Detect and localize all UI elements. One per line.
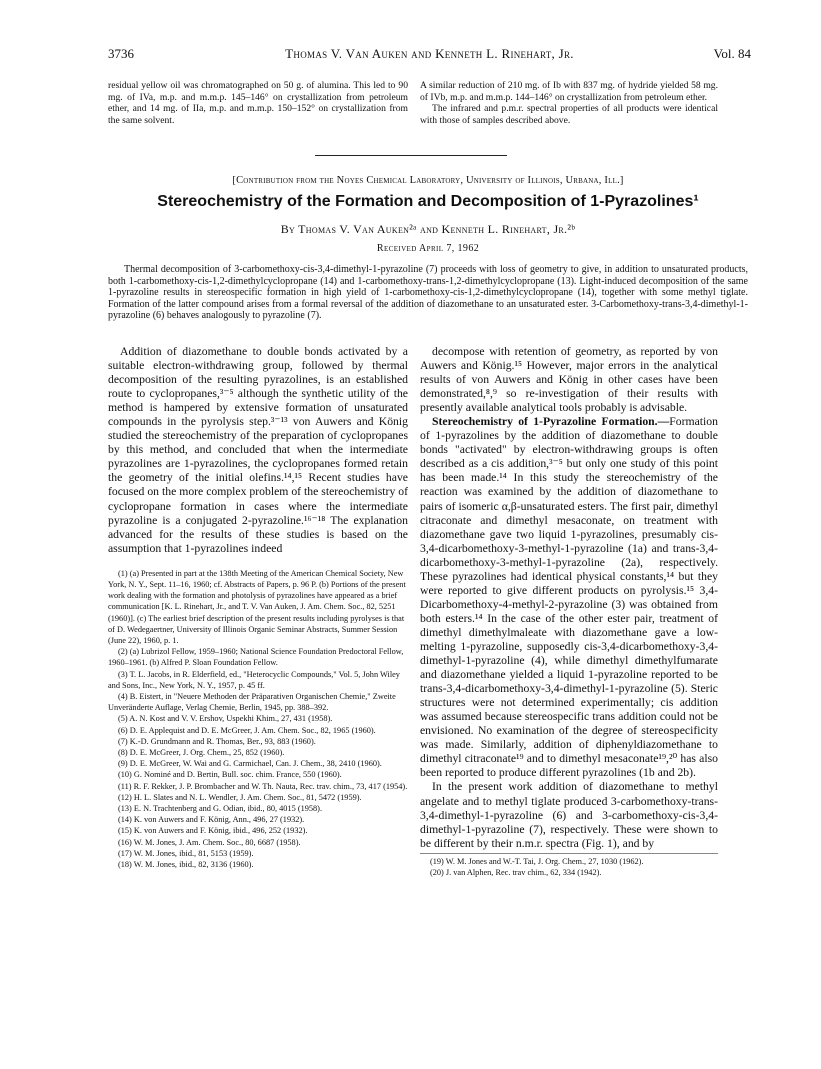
footnotes-left bbox=[108, 568, 408, 870]
footnote: (10) G. Nominé and D. Bertin, Bull. soc. chim. France, 550 (1960). bbox=[118, 770, 342, 780]
article-title: Stereochemistry of the Formation and Decomposition of 1-Pyrazolines¹ bbox=[157, 193, 699, 210]
footnote: (14) K. von Auwers and F. König, Ann., 496, 27 (1932). bbox=[118, 815, 305, 825]
footnote: (19) W. M. Jones and W.-T. Tai, J. Org. Chem., 27, 1030 (1962). bbox=[430, 856, 644, 866]
contribution-line: [Contribution from the Noyes Chemical Laboratory, University of Illinois, Urbana, Ill.] bbox=[232, 175, 624, 186]
footnote: (1) (a) Presented in part at the 138th Meeting of the American Chemical Society, New York, N. Y., Sept. 11–16, 1960; cf. Abstracts of Papers, p. 96 P. (b) Portions of the present work dealing with the formation and photolysis of pyrazolines have appeared as a brief communication [K. L. Rinehart, Jr., and T. V. Van Auken, J. Am. Chem. Soc., 82, 5251 (1960)]. (c) The earliest brief description of the present results including pyrolyses is that of D. Wedegaertner, University of Illinois Organic Seminar Abstracts, Summer Session (June 22), 1960, p. 1. bbox=[108, 568, 406, 645]
previous-article-left-text: residual yellow oil was chromatographed on 50 g. of alumina. This led to 90 mg. of IVa, m.p. and m.m.p. 145–146° on crystallization from petroleum ether, and 14 mg. of IIa, m.p. and m.m.p. 150–152° on crystallization from the same solvent. bbox=[108, 80, 408, 126]
footnote: (5) A. N. Kost and V. V. Ershov, Uspekhi Khim., 27, 431 (1958). bbox=[118, 714, 333, 724]
footnote: (4) B. Eistert, in "Neuere Methoden der Präparativen Organischen Chemie," Zweite Unveränderte Auflage, Verlag Chemie, Berlin, 1945, pp. 388–392. bbox=[108, 691, 396, 713]
previous-article-right-paragraph: The infrared and p.m.r. spectral properties of all products were identical with those of samples described above. bbox=[420, 103, 718, 126]
footnote: (6) D. E. Applequist and D. E. McGreer, J. Am. Chem. Soc., 82, 1965 (1960). bbox=[118, 725, 376, 735]
body-paragraph bbox=[420, 415, 718, 780]
running-authors: Thomas V. Van Auken and Kenneth L. Rinehart, Jr. bbox=[285, 46, 574, 61]
previous-article-right-paragraph: A similar reduction of 210 mg. of Ib with 837 mg. of hydride yielded 58 mg. of IVb, m.p. and m.m.p. 144–146° on crystallization from petroleum ether. bbox=[420, 80, 718, 103]
previous-article-left-column bbox=[108, 80, 408, 126]
page-number: 3736 bbox=[108, 46, 134, 61]
footnote: (3) T. L. Jacobs, in R. Elderfield, ed., "Heterocyclic Compounds," Vol. 5, John Wiley and Sons, Inc., New York, N. Y., 1957, p. 45 ff. bbox=[108, 669, 400, 690]
footnote: (7) K.-D. Grundmann and R. Thomas, Ber., 93, 883 (1960). bbox=[118, 736, 316, 746]
left-column bbox=[108, 345, 408, 870]
footnote: (12) H. L. Slates and N. L. Wendler, J. Am. Chem. Soc., 81, 5472 (1959). bbox=[118, 792, 362, 802]
footnote: (8) D. E. McGreer, J. Org. Chem., 25, 852 (1960). bbox=[118, 747, 285, 757]
running-header bbox=[108, 46, 751, 66]
footnote: (11) R. F. Rekker, J. P. Brombacher and W. Th. Nauta, Rec. trav. chim., 73, 417 (1954). bbox=[118, 781, 408, 791]
footnote: (17) W. M. Jones, ibid., 81, 5153 (1959). bbox=[118, 848, 254, 858]
footnote: (13) E. N. Trachtenberg and G. Odian, ibid., 80, 4015 (1958). bbox=[118, 803, 323, 813]
body-paragraph: In the present work addition of diazomethane to methyl angelate and to methyl tiglate produced 3-carbomethoxy-trans-3,4-dimethyl-1-pyrazoline (6) and 3-carbomethoxy-cis-3,4-dimethyl-1-pyrazoline (7), respectively. These were shown to be different by their n.m.r. spectra (Fig. 1), and by bbox=[420, 780, 718, 850]
previous-article-right-column bbox=[420, 80, 718, 126]
footnote: (18) W. M. Jones, ibid., 82, 3136 (1960). bbox=[118, 859, 254, 869]
footnote: (20) J. van Alphen, Rec. trav chim., 62, 334 (1942). bbox=[430, 867, 602, 877]
article-separator-rule bbox=[315, 155, 507, 156]
abstract: Thermal decomposition of 3-carbomethoxy-cis-3,4-dimethyl-1-pyrazoline (7) proceeds with loss of geometry to give, in addition to unsaturated products, both 1-carbomethoxy-cis-1,2-dimethylcyclopropane (14) and 1-carbomethoxy-trans-1,2-dimethylcyclopropane (13). Light-induced decomposition of the same 1-pyrazoline results in stereospecific formation in high yield of 1-carbomethoxy-cis-1,2-dimethylcyclopropane (14), together with some methyl tiglate. Formation of the latter compound arises from a formal reversal of the addition of diazomethane to an unsaturated ester. 3-Carbomethoxy-trans-3,4-dimethyl-1-pyrazoline (6) behaves analogously to pyrazoline (7). bbox=[108, 264, 748, 322]
footnote: (9) D. E. McGreer, W. Wai and G. Carmichael, Can. J. Chem., 38, 2410 (1960). bbox=[118, 759, 382, 769]
footnotes-right bbox=[420, 853, 718, 878]
volume-number: Vol. 84 bbox=[713, 46, 751, 61]
footnote: (15) K. von Auwers and F. König, ibid., 496, 252 (1932). bbox=[118, 826, 308, 836]
footnote: (2) (a) Lubrizol Fellow, 1959–1960; National Science Foundation Predoctoral Fellow, 1960–1961. (b) Alfred P. Sloan Foundation Fellow. bbox=[108, 647, 404, 668]
section-text: Formation of 1-pyrazolines by the addition of diazomethane to double bonds "activated" by electron-withdrawing groups is often described as a cis addition,³⁻⁵ but only one study of this point has been made.¹⁴ In this study the stereochemistry of the reaction was examined by the addition of diazomethane to pairs of isomeric α,β-unsaturated esters. The first pair, dimethyl citraconate and dimethyl mesaconate, on treatment with diazomethane gave two liquid 1-pyrazolines, presumably cis-3,4-dicarbomethoxy-3-methyl-1-pyrazoline (1a) and trans-3,4-dicarbomethoxy-3-methyl-1-pyrazoline (2a), respectively. These pyrazolines had identical physical constants,¹⁴ but they were reported to give different products on pyrolysis.¹⁵ 3,4-Dicarbomethoxy-4-methyl-2-pyrazoline (3) was obtained from both esters.¹⁴ In the case of the other ester pair, treatment of dimethyl dimethylmaleate with diazomethane gave a low-melting 1-pyrazoline, supposedly cis-3,4-dicarbomethoxy-3,4-dimethyl-1-pyrazoline (4), while dimethyl dimethylfumarate and diazomethane yielded a liquid 1-pyrazoline reported to be trans-3,4-dicarbomethoxy-3,4-dimethyl-1-pyrazoline (5). Steric structures were not determined experimentally; cis addition was assumed because stereospecific trans addition could not be envisioned. No examination of the degree of stereospecificity was made. Similarly, addition of diphenyldiazomethane to dimethyl citraconate¹⁹ and to dimethyl mesaconate¹⁹,²⁰ has also been reported to produce different pyrazolines (1b and 2b). bbox=[420, 415, 718, 780]
received-date: Received April 7, 1962 bbox=[376, 243, 480, 254]
footnote: (16) W. M. Jones, J. Am. Chem. Soc., 80, 6687 (1958). bbox=[118, 837, 301, 847]
body-paragraph: decompose with retention of geometry, as reported by von Auwers and König.¹⁵ However, major errors in the analytical results of von Auwers and König in other cases have been demonstrated,⁸,⁹ so re-investigation of their results with presently available analytical tools probably is advisable. bbox=[420, 345, 718, 415]
body-paragraph: Addition of diazomethane to double bonds activated by a suitable electron-withdrawing group, followed by thermal decomposition of the resulting pyrazolines, is an established route to cyclopropanes,³⁻⁵ although the synthetic utility of the method is hampered by extensive formation of unsaturated compounds in the pyrolysis step.³⁻¹³ von Auwers and König studied the stereochemistry of the preparation of cyclopropanes by this method, and concluded that when the intermediate pyrazolines are 1-pyrazolines, the cyclopropanes formed retain the geometry of the initial olefins.¹⁴,¹⁵ Recent studies have focused on the more complex problem of the stereochemistry of cyclopropane formation in cases where the intermediate pyrazoline is a conjugated 2-pyrazoline.¹⁶⁻¹⁸ The explanation advanced for the results of these studies is based on the assumption that 1-pyrazolines indeed bbox=[108, 345, 408, 555]
byline: By Thomas V. Van Auken²ᵃ and Kenneth L. Rinehart, Jr.²ᵇ bbox=[280, 222, 576, 236]
section-heading: Stereochemistry of 1-Pyrazoline Formation.— bbox=[432, 415, 670, 429]
right-column bbox=[420, 345, 718, 878]
